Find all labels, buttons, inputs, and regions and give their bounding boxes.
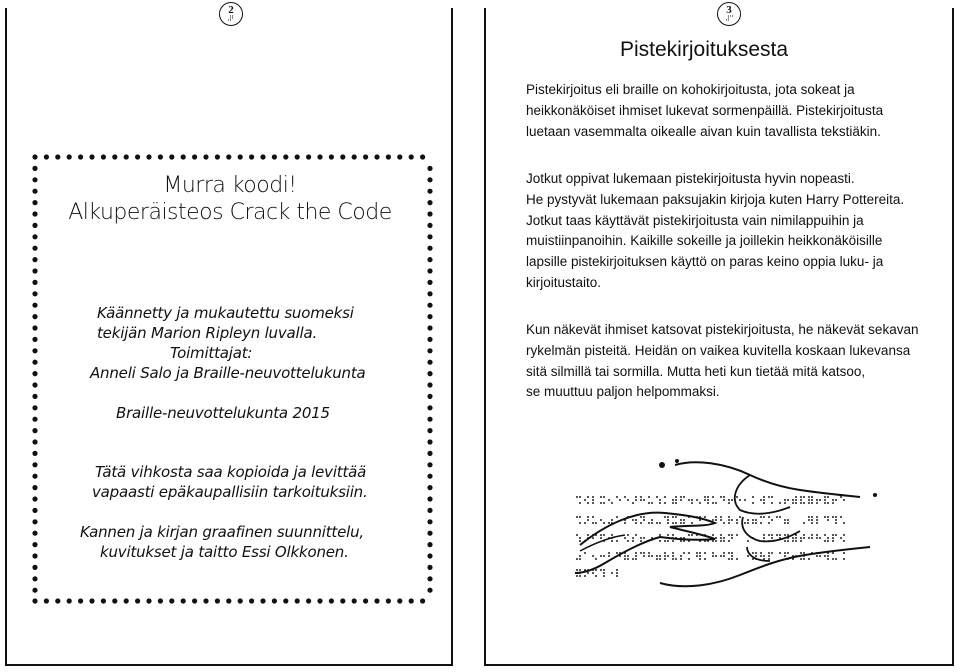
- paragraph-2: [526, 169, 946, 294]
- credits-line1: Kannen ja kirjan graafinen suunnittelu,: [80, 523, 364, 541]
- cover-translated-line2: tekijän Marion Ripleyn luvalla.: [97, 324, 318, 342]
- paragraph-line: sitä silmillä tai sormilla. Mutta heti kun tietää mitä katsoo,: [526, 363, 866, 379]
- paragraph-line: Kun näkevät ihmiset katsovat pistekirjoitusta, he näkevät sekavan: [526, 322, 919, 337]
- hands-reading-braille-illustration: [565, 455, 895, 605]
- cover-publisher-year: Braille-neuvottelukunta 2015: [116, 404, 330, 422]
- paragraph-line: kirjoitustaito.: [526, 274, 602, 290]
- page-number-left: [219, 2, 243, 26]
- copy-notice-line2: vapaasti epäkaupallisiin tarkoituksiin.: [92, 483, 368, 501]
- paragraph-line: lapsille pistekirjoituksen käyttö on paras keino oppia luku- ja: [526, 254, 884, 270]
- page-number-left-text: 2: [228, 4, 234, 16]
- hands-icon: [565, 455, 895, 605]
- cover-title-line2: Alkuperäisteos Crack the Code: [68, 200, 392, 225]
- paragraph-line: Pistekirjoitus eli braille on kohokirjoitusta, jota sokeat ja: [526, 82, 855, 97]
- paragraph-line: rykelmän pisteitä. Heidän on vaikea kuvitella koskaan lukevansa: [526, 342, 911, 358]
- paragraph-line: Jotkut taas käyttävät pistekirjoitusta vain nimilappuihin ja: [526, 212, 864, 228]
- paragraph-line: se muuttuu paljon helpommaksi.: [526, 384, 720, 400]
- copy-notice-line1: Tätä vihkosta saa kopioida ja levittää: [95, 463, 367, 481]
- paragraph-3: [526, 320, 946, 403]
- paragraph-line: luetaan vasemmalta oikealle aivan kuin tavallista tekstiäkin.: [526, 123, 881, 139]
- page-number-right-text: 3: [726, 4, 732, 16]
- cover-title-line1: Murra koodi!: [163, 173, 297, 198]
- page-title: Pistekirjoituksesta: [620, 38, 789, 61]
- paragraph-line: Jotkut oppivat lukemaan pistekirjoitusta hyvin nopeasti.: [526, 171, 855, 186]
- page-number-right: [717, 2, 741, 26]
- braille-number-icon: ⠼⠉: [724, 15, 734, 23]
- cover-editors: Anneli Salo ja Braille-neuvottelukunta: [90, 364, 366, 382]
- paragraph-1: [526, 80, 946, 142]
- credits-line2: kuvitukset ja taitto Essi Olkkonen.: [100, 543, 349, 561]
- cover-editors-label: Toimittajat:: [170, 344, 253, 362]
- paragraph-line: muistiinpanoihin. Kaikille sokeille ja joillekin heikkonäköisille: [526, 233, 883, 249]
- braille-number-icon: ⠼⠃: [226, 15, 236, 23]
- cover-translated-line1: Käännetty ja mukautettu suomeksi: [97, 304, 354, 322]
- paragraph-line: He pystyvät lukemaan paksujakin kirjoja kuten Harry Pottereita.: [526, 191, 905, 207]
- paragraph-line: heikkonäköiset ihmiset lukevat sormenpäillä. Pistekirjoitusta: [526, 102, 884, 118]
